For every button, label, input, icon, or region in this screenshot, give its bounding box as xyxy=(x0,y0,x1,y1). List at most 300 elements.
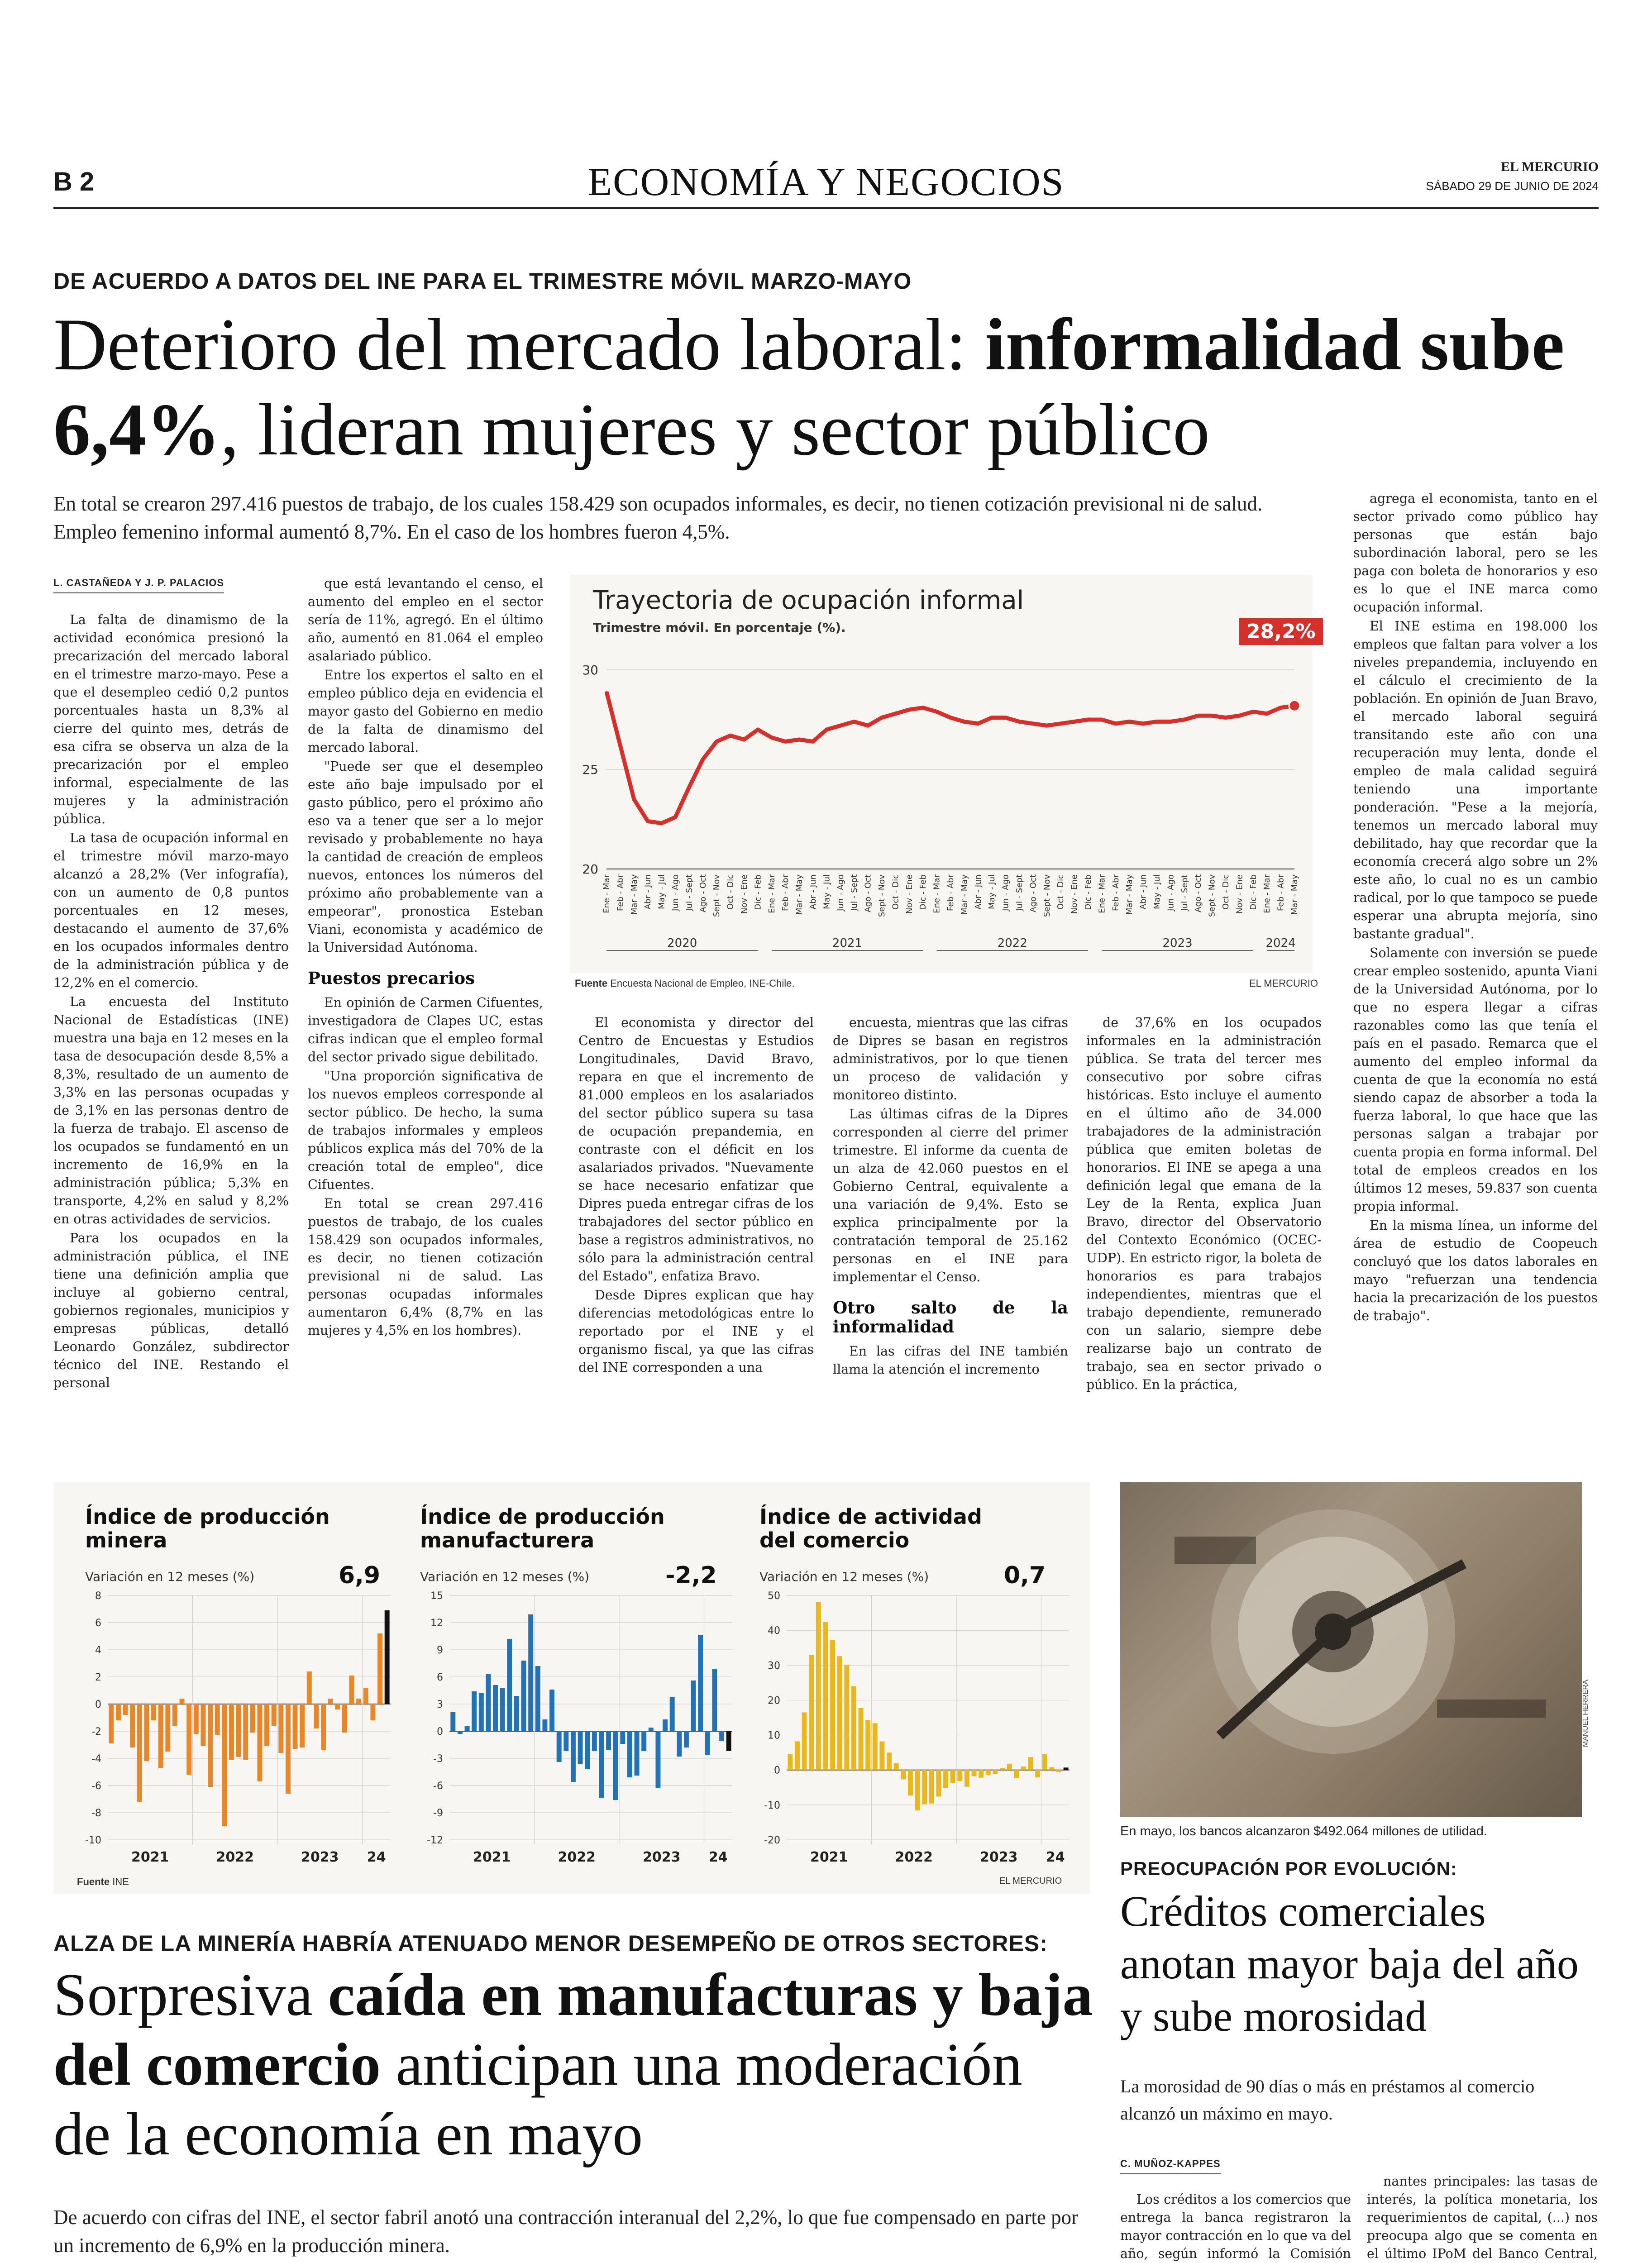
bar xyxy=(1007,1764,1012,1770)
data-point xyxy=(633,798,635,800)
bar xyxy=(684,1731,689,1747)
data-point xyxy=(647,820,649,822)
x-tick-label: Ago - Oct xyxy=(863,874,873,912)
data-point xyxy=(1238,715,1240,716)
y-tick-label: -10 xyxy=(85,1835,101,1846)
x-tick-label: Abr - Jun xyxy=(643,874,653,910)
data-point xyxy=(991,717,993,719)
paragraph: agrega el economista, tanto en el sector privado como público hay personas que están bajo subordinación laboral, pero se les paga con boleta de honorarios y eso es lo que el INE marca como ocupación informal. xyxy=(1353,491,1598,615)
bank-vault-photo xyxy=(1120,1482,1582,1817)
paragraph: Entre los expertos el salto en el empleo público deja en evidencia el mayor gasto del Gobierno en medio de la falta de dinamismo del mercado laboral. xyxy=(308,668,543,755)
x-tick-label: Sept - Nov xyxy=(877,874,887,917)
paragraph: que está levantando el censo, el aumento del empleo en el sector sería de 11%, agregó. En el último año, aumentó en 81.064 el empleo asalariado público. xyxy=(308,576,543,664)
data-point xyxy=(1018,721,1020,722)
article2-headline xyxy=(53,1960,1094,2169)
section-title: ECONOMÍA Y NEGOCIOS xyxy=(587,160,1065,204)
x-tick-label: Abr - Jun xyxy=(1138,874,1148,910)
data-point xyxy=(743,739,745,740)
article1-subhead-1: Puestos precarios xyxy=(308,968,475,988)
bar xyxy=(901,1770,906,1780)
bar xyxy=(1035,1770,1040,1777)
bar xyxy=(116,1704,121,1720)
sector-bar-charts xyxy=(53,1482,1090,1894)
bar xyxy=(356,1699,361,1704)
bar xyxy=(144,1704,149,1761)
bar-charts-credit: EL MERCURIO xyxy=(999,1876,1062,1886)
bar xyxy=(307,1671,312,1704)
x-tick-label: Jul - Sept xyxy=(1015,874,1024,911)
article1-column-2 xyxy=(308,575,543,1341)
year-label: 2023 xyxy=(643,1849,681,1865)
manufacturing-chart-title: Índice de producción manufacturera xyxy=(420,1504,665,1552)
article1-headline-part-a: Deterioro del mercado laboral: xyxy=(53,304,985,386)
line-chart-source-text: Encuesta Nacional de Empleo, INE-Chile. xyxy=(610,978,795,989)
y-tick-label: 8 xyxy=(95,1590,101,1602)
article1-column-1 xyxy=(53,611,289,1393)
x-tick-label: Mar - May xyxy=(960,874,969,915)
data-point xyxy=(1032,723,1034,725)
y-tick-label: -2 xyxy=(91,1726,101,1738)
bar xyxy=(635,1731,640,1776)
y-tick-label: 12 xyxy=(430,1618,443,1629)
bar xyxy=(385,1610,390,1704)
bar xyxy=(929,1770,934,1804)
page-number: B 2 xyxy=(53,167,95,196)
bar xyxy=(712,1669,717,1731)
mining-chart-last-value: 6,9 xyxy=(339,1562,381,1589)
data-point xyxy=(1142,723,1144,725)
paragraph: de 37,6% en los ocupados informales en la administración pública. Se trata del tercer mes consecutivo por sobre cifras históricas. Esto incluye el aumento en el último año de 34.000 trabajadores de la administración pública que emiten boletas de honorarios. El INE se apega a una definición legal que emana de la Ley de la Renta, explica Juan Bravo, director del Observatorio del Contexto Económico (OCEC-UDP). En estricto rigor, la boleta de honorarios es para trabajos independientes, mientras que el trabajo dependiente, remunerado con un salario, siempre debe realizarse bajo un contrato de trabajo, sea en sector privado o público. En la práctica, xyxy=(1086,1015,1322,1392)
y-tick-label: 20 xyxy=(582,862,598,877)
bar xyxy=(215,1704,220,1735)
bar xyxy=(130,1704,135,1747)
bar-charts-source xyxy=(77,1876,129,1888)
y-tick-label: 2 xyxy=(95,1672,101,1683)
data-point xyxy=(1087,719,1089,721)
bar xyxy=(321,1704,326,1750)
bar xyxy=(627,1731,632,1777)
vault-illustration xyxy=(1120,1482,1582,1817)
x-tick-label: Mar - May xyxy=(1290,874,1299,915)
article2-headline-part-a: Sorpresiva xyxy=(53,1961,328,2028)
y-tick-label: 0 xyxy=(774,1765,780,1776)
bar xyxy=(578,1731,583,1764)
y-tick-label: 40 xyxy=(768,1625,780,1637)
bar xyxy=(943,1770,948,1788)
paragraph: La falta de dinamismo de la actividad económica presionó la precarización del mercado laboral en el trimestre marzo-mayo. Pese a que el desempleo cedió 0,2 puntos porcentuales hasta un 8,3% al cierre del quinto mes, detrás de esa cifra se observa un alza de la precarización por el empleo informal, especialmente de las mujeres y la administración pública. xyxy=(53,612,289,826)
informal-employment-chart xyxy=(570,575,1316,973)
bar xyxy=(663,1719,668,1731)
bar xyxy=(823,1622,828,1770)
bar xyxy=(236,1704,241,1757)
paragraph: "Una proporción significativa de los nuevos empleos corresponde al sector público. De hecho, la suma de trabajos informales y empleos públicos explica más del 70% de la creación total de empleo", dice Cifuentes. xyxy=(308,1069,543,1192)
paragraph: Los créditos a los comercios que entrega la banca registraron la mayor contracción en lo que va del año, según informó la Comisión xyxy=(1120,2192,1351,2261)
bar xyxy=(472,1691,477,1731)
commerce-chart-last-value: 0,7 xyxy=(1004,1562,1046,1589)
data-point xyxy=(798,739,800,740)
x-tick-label: Dic - Feb xyxy=(918,874,928,910)
year-label: 2021 xyxy=(473,1849,511,1865)
bar xyxy=(894,1763,899,1770)
paragraph: El INE estima en 198.000 los empleos que faltan para volver a los niveles prepandemia, incluyendo en el cálculo el crecimiento de la población. En opinión de Juan Bravo, el mercado laboral seguirá transitando este año con una recuperación muy lenta, donde el empleo de mala calidad seguirá teniendo una importante ponderación. "Pese a la mejoría, tenemos un mercado laboral muy debilitado, hay que recordar que la economía crecerá algo sobre un 2% este año, lo cual no es un cambio radical, por lo que tampoco se puede esperar una abrupta mejoría, sino bastante gradual". xyxy=(1353,619,1598,941)
mining-chart-subtitle: Variación en 12 meses (%) xyxy=(85,1569,255,1584)
data-point xyxy=(977,723,979,725)
bar xyxy=(542,1719,547,1731)
x-tick-label: Mar - May xyxy=(629,874,639,915)
y-tick-label: -3 xyxy=(433,1753,443,1765)
y-tick-label: 25 xyxy=(582,762,598,777)
article3-column-1 xyxy=(1120,2191,1351,2263)
x-tick-label: Jun - Ago xyxy=(1166,874,1176,911)
data-point xyxy=(784,740,786,742)
bar xyxy=(535,1666,540,1731)
x-tick-label: May - Jul xyxy=(1152,874,1162,909)
y-tick-label: -10 xyxy=(764,1800,780,1811)
y-tick-label: 10 xyxy=(768,1730,780,1742)
header-rule xyxy=(53,207,1599,209)
sector-charts-panel xyxy=(53,1482,1090,1894)
last-point-marker xyxy=(1289,700,1300,711)
x-tick-label: Ago - Oct xyxy=(1028,874,1038,912)
paragraph: La encuesta del Instituto Nacional de Estadísticas (INE) muestra una baja en 12 meses en la tasa de desocupación desde 8,5% a 8,3%, resultado de un aumento de 3,3% en las personas ocupadas y de 3,1% en las personas dentro de la fuerza de trabajo. El ascenso de los ocupados se fundamentó en un incremento de 16,9% en la administración pública; 5,3% en transporte, 4,2% en salud y 8,2% en otras actividades de servicios. xyxy=(53,994,289,1227)
data-point xyxy=(840,725,841,726)
data-point xyxy=(1074,721,1075,722)
bar xyxy=(194,1704,199,1734)
year-label: 24 xyxy=(1046,1849,1065,1865)
data-point xyxy=(853,721,855,722)
x-tick-label: May - Jul xyxy=(657,874,667,909)
data-point xyxy=(950,717,951,719)
bar xyxy=(286,1704,291,1794)
paragraph: El economista y director del Centro de Encuestas y Estudios Longitudinales, David Bravo, repara en que el incremento de 81.000 empleos en los asalariados del sector público supera su tasa de ocupación prepandemia, en contraste con el déficit en los asalariados privados. "Nuevamente se hace necesario enfatizar que Dipres pueda entregar cifras de los trabajadores del sector público en base a registros administrativos, no sólo para la administración central del Estado", enfatiza Bravo. xyxy=(578,1015,814,1284)
bar xyxy=(865,1720,870,1770)
bar-charts-source-label: Fuente xyxy=(77,1876,110,1887)
bar xyxy=(641,1731,646,1751)
x-tick-label: Nov - Ene xyxy=(904,874,914,914)
article3-headline: Créditos comerciales anotan mayor baja del año y sube morosidad xyxy=(1120,1887,1579,2040)
bar xyxy=(549,1690,554,1731)
y-tick-label: 6 xyxy=(95,1618,101,1629)
bar xyxy=(458,1731,463,1734)
bar xyxy=(465,1726,470,1731)
x-tick-label: Jul - Sept xyxy=(684,874,694,911)
article1-headline xyxy=(53,302,1599,473)
bar xyxy=(788,1754,793,1770)
bar xyxy=(908,1770,913,1795)
newspaper-name: EL MERCURIO xyxy=(1501,159,1599,174)
x-tick-label: Ene - Mar xyxy=(1262,874,1272,913)
bar xyxy=(809,1655,814,1770)
bar xyxy=(655,1731,660,1788)
x-tick-label: Ago - Oct xyxy=(1194,874,1203,912)
bar xyxy=(300,1704,305,1747)
bar xyxy=(613,1731,618,1800)
data-point xyxy=(922,707,924,709)
bar xyxy=(851,1686,856,1770)
bar xyxy=(649,1728,654,1731)
x-tick-label: Oct - Dic xyxy=(726,874,735,910)
bar xyxy=(272,1704,277,1726)
paragraph: nantes principales: las tasas de interés, la política monetaria, los requerimientos de capital, (...) nos preocupa algo que se comenta en el último IPoM del Banco Central, xyxy=(1367,2174,1598,2261)
bar xyxy=(957,1770,962,1781)
year-label: 2022 xyxy=(997,936,1027,950)
x-tick-label: Jul - Sept xyxy=(850,874,859,911)
y-tick-label: 20 xyxy=(768,1695,780,1707)
bar xyxy=(1064,1767,1069,1770)
paragraph: En las cifras del INE también llama la atención el incremento xyxy=(833,1344,1068,1377)
data-point xyxy=(619,745,621,746)
article1-lead: En total se crearon 297.416 puestos de trabajo, de los cuales 158.429 son ocupados informales, es decir, no tienen cotización previsional ni de salud. Empleo femenino informal aumentó 8,7%. En el caso de los hombres fueron 4,5%. xyxy=(53,492,1263,543)
bar xyxy=(677,1731,682,1757)
paragraph: Para los ocupados en la administración pública, el INE tiene una definición amplia que incluye al gobierno central, gobiernos regionales, municipios y empresas públicas, detalló Leonardo González, subdirector técnico del INE. Restando el personal xyxy=(53,1231,289,1390)
bar xyxy=(691,1681,696,1731)
data-point xyxy=(1170,721,1171,722)
bar xyxy=(1028,1757,1033,1770)
data-point xyxy=(757,729,759,730)
bar xyxy=(830,1640,835,1770)
bar xyxy=(1014,1770,1019,1778)
x-tick-label: Sept - Nov xyxy=(712,874,722,917)
data-point xyxy=(881,717,883,719)
bar xyxy=(180,1699,185,1704)
y-tick-label: 4 xyxy=(95,1645,101,1656)
bar xyxy=(370,1704,375,1720)
manufacturing-chart-last-value: -2,2 xyxy=(665,1562,717,1589)
x-tick-label: Nov - Ene xyxy=(1070,874,1079,914)
y-tick-label: -6 xyxy=(433,1781,443,1792)
photo-credit: MANUEL HERRERA xyxy=(1582,1680,1590,1747)
x-tick-label: Ago - Oct xyxy=(698,874,708,912)
bar xyxy=(514,1696,519,1731)
bar xyxy=(915,1770,920,1810)
x-tick-label: Dic - Feb xyxy=(1084,874,1093,910)
x-tick-label: Feb - Abr xyxy=(781,874,791,911)
paragraph: encuesta, mientras que las cifras de Dipres se basan en registros administrativos, por lo que tienen un proceso de validación y monitoreo distinto. xyxy=(833,1015,1068,1103)
issue-date: SÁBADO 29 DE JUNIO DE 2024 xyxy=(1426,179,1599,193)
x-tick-label: Dic - Feb xyxy=(753,874,763,910)
x-tick-label: Ene - Mar xyxy=(1097,874,1107,913)
y-tick-label: 3 xyxy=(437,1699,443,1710)
bar xyxy=(563,1731,568,1751)
y-tick-label: 9 xyxy=(437,1645,443,1656)
x-tick-label: Jun - Ago xyxy=(836,874,845,911)
x-tick-label: Jun - Ago xyxy=(1001,874,1011,911)
bar xyxy=(1021,1766,1026,1770)
x-tick-label: Sept - Nov xyxy=(1207,874,1217,917)
line-chart-source-label: Fuente xyxy=(575,978,608,989)
year-label: 2021 xyxy=(131,1849,169,1865)
bar xyxy=(257,1704,262,1781)
year-label: 2023 xyxy=(1162,936,1193,950)
year-label: 2022 xyxy=(558,1849,596,1865)
article1-column-6 xyxy=(1353,490,1598,1326)
line-chart-source xyxy=(575,978,794,989)
bar xyxy=(528,1614,533,1731)
bar xyxy=(599,1731,604,1798)
data-point xyxy=(1197,715,1199,716)
bar xyxy=(1049,1767,1054,1770)
data-point xyxy=(688,787,690,788)
year-label: 2022 xyxy=(216,1849,254,1865)
bar xyxy=(802,1712,807,1770)
paragraph: En la misma línea, un informe del área de estudio de Coopeuch concluyó que los datos laborales en mayo "refuerzan una tendencia hacia la precarización de los puestos de trabajo". xyxy=(1353,1218,1598,1323)
data-point xyxy=(661,822,663,824)
data-point xyxy=(702,759,704,760)
article1-column-3 xyxy=(578,1014,814,1378)
bar xyxy=(264,1704,269,1746)
article2-headline-part-b: caída en manufacturas y baja del comercio xyxy=(53,1961,1093,2098)
y-tick-label: -4 xyxy=(91,1753,101,1765)
bar xyxy=(859,1708,864,1770)
y-tick-label: 0 xyxy=(437,1726,443,1738)
bar xyxy=(109,1704,114,1743)
year-label: 2023 xyxy=(980,1849,1018,1865)
x-tick-label: May - Jul xyxy=(822,874,832,909)
bar xyxy=(592,1731,597,1751)
data-point xyxy=(1115,723,1117,725)
x-tick-label: Oct - Dic xyxy=(1056,874,1066,910)
line-chart-title: Trayectoria de ocupación informal xyxy=(593,586,1024,615)
bar xyxy=(585,1731,590,1769)
article3-column-2 xyxy=(1367,2172,1598,2263)
article2-kicker: ALZA DE LA MINERÍA HABRÍA ATENUADO MENOR DESEMPEÑO DE OTROS SECTORES: xyxy=(53,1931,1048,1956)
series-line xyxy=(606,692,1294,823)
year-label: 2021 xyxy=(810,1849,848,1865)
bar xyxy=(837,1656,842,1770)
data-point xyxy=(1046,725,1048,726)
bar xyxy=(500,1688,505,1731)
bar xyxy=(557,1731,562,1762)
bar xyxy=(1042,1754,1047,1770)
bar xyxy=(172,1704,177,1726)
x-tick-label: Feb - Abr xyxy=(1111,874,1121,911)
bar xyxy=(507,1639,512,1731)
bar xyxy=(606,1731,611,1750)
article3-lead: La morosidad de 90 días o más en préstamos al comercio alcanzó un máximo en mayo. xyxy=(1120,2076,1535,2124)
bar xyxy=(950,1770,955,1783)
bar xyxy=(229,1704,234,1760)
photo-caption: En mayo, los bancos alcanzaron $492.064 millones de utilidad. xyxy=(1120,1824,1487,1838)
data-point xyxy=(936,711,938,712)
bar xyxy=(328,1699,333,1704)
bar xyxy=(979,1770,984,1778)
data-point xyxy=(1211,715,1213,716)
y-tick-label: 30 xyxy=(582,663,598,678)
data-point xyxy=(606,691,607,692)
x-tick-label: Sept - Nov xyxy=(1042,874,1052,917)
commerce-chart-title: Índice de actividad del comercio xyxy=(759,1504,982,1552)
bar xyxy=(450,1712,455,1731)
bar xyxy=(993,1770,998,1774)
data-point xyxy=(1225,717,1227,719)
year-label: 2022 xyxy=(895,1849,933,1865)
bar xyxy=(222,1704,227,1826)
bar xyxy=(151,1704,156,1720)
paragraph: Desde Dipres explican que hay diferencias metodológicas entre lo reportado por el INE y el organismo fiscal, ya que las cifras del INE corresponden a una xyxy=(578,1288,814,1375)
bar xyxy=(201,1704,205,1746)
bar xyxy=(250,1704,255,1733)
bar xyxy=(571,1731,576,1782)
paragraph: Las últimas cifras de la Dipres corresponden al cierre del primer trimestre. El informe da cuenta de un alza de 42.060 puestos en el Gobierno Central, equivalente a una variación de 9,4%. Esto se explica principalmente por la contratación temporal de 25.162 personas en el INE para implementar el Censo. xyxy=(833,1107,1068,1284)
data-point xyxy=(716,740,717,742)
bar xyxy=(972,1770,977,1776)
line-chart-plot xyxy=(570,575,1313,973)
y-tick-label: 50 xyxy=(768,1590,780,1602)
bar xyxy=(816,1602,821,1770)
bar xyxy=(208,1704,213,1787)
year-label: 2024 xyxy=(1265,936,1296,950)
x-tick-label: Nov - Ene xyxy=(1235,874,1245,914)
bar xyxy=(377,1633,382,1704)
data-point xyxy=(730,735,731,736)
bar xyxy=(620,1731,625,1744)
bar xyxy=(1056,1770,1061,1772)
data-point xyxy=(867,725,869,726)
article1-byline: L. CASTAÑEDA Y J. P. PALACIOS xyxy=(53,577,224,593)
bar xyxy=(243,1704,248,1760)
data-point xyxy=(1060,723,1061,725)
bar xyxy=(278,1704,283,1753)
x-tick-label: Nov - Ene xyxy=(740,874,749,914)
bar xyxy=(342,1704,347,1733)
x-tick-label: Ene - Mar xyxy=(767,874,777,913)
x-tick-label: Mar - May xyxy=(1125,874,1135,915)
bar-charts-source-text: INE xyxy=(112,1876,129,1887)
bar xyxy=(479,1693,484,1731)
x-tick-label: Jun - Ago xyxy=(671,874,680,911)
year-label: 2020 xyxy=(667,936,697,950)
y-tick-label: -20 xyxy=(764,1835,780,1846)
x-tick-label: Ene - Mar xyxy=(932,874,942,913)
bar xyxy=(887,1752,892,1770)
manufacturing-chart-subtitle: Variación en 12 meses (%) xyxy=(420,1569,590,1584)
bar xyxy=(314,1704,319,1728)
year-label: 24 xyxy=(367,1849,386,1865)
bar xyxy=(1000,1768,1005,1770)
data-point xyxy=(1252,711,1254,712)
bar xyxy=(705,1731,710,1755)
bar xyxy=(521,1661,526,1731)
line-chart-credit: EL MERCURIO xyxy=(1249,978,1318,989)
y-tick-label: 30 xyxy=(768,1660,780,1672)
bar xyxy=(137,1704,142,1802)
bar xyxy=(158,1704,163,1768)
line-chart-last-label: 28,2% xyxy=(1239,618,1323,645)
x-tick-label: Feb - Abr xyxy=(946,874,955,911)
bar xyxy=(936,1770,941,1797)
article1-headline-part-c: , lideran mujeres y sector público xyxy=(220,389,1210,471)
bar xyxy=(719,1731,724,1741)
article2-headline-part-c: anticipan una moderación de la economía en mayo xyxy=(53,2031,1022,2168)
x-tick-label: Abr - Jun xyxy=(808,874,818,910)
data-point xyxy=(1128,721,1130,722)
bar xyxy=(335,1704,340,1709)
bar xyxy=(486,1674,491,1731)
data-point xyxy=(908,709,910,711)
line-chart-subtitle: Trimestre móvil. En porcentaje (%). xyxy=(593,620,846,635)
data-point xyxy=(1101,719,1103,721)
year-label: 24 xyxy=(708,1849,728,1865)
data-point xyxy=(963,721,965,722)
bar xyxy=(165,1704,170,1752)
data-point xyxy=(894,713,896,715)
x-tick-label: May - Jul xyxy=(987,874,997,909)
article2-lead: De acuerdo con cifras del INE, el sector fabril anotó una contracción interanual del 2,2%, lo que fue compensado en parte por un incremento de 6,9% en la producción minera. xyxy=(53,2206,1079,2257)
bar xyxy=(986,1770,991,1775)
x-tick-label: Abr - Jun xyxy=(973,874,983,910)
y-tick-label: 15 xyxy=(430,1590,443,1602)
data-point xyxy=(1266,713,1268,715)
